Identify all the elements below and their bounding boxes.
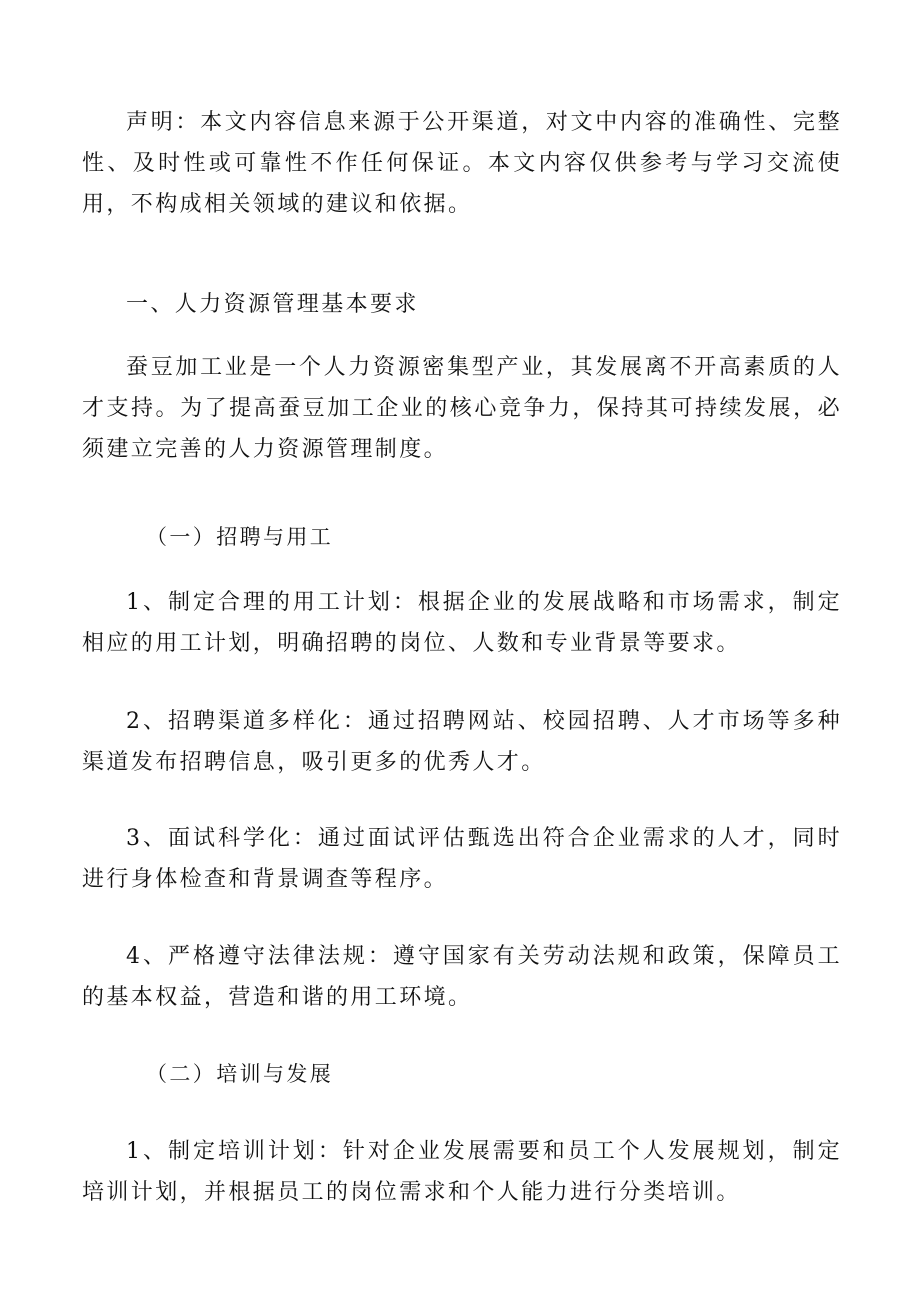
list-item-recruitment-4: 4、严格遵守法律法规：遵守国家有关劳动法规和政策，保障员工的基本权益，营造和谐的用工环境。 [82,944,842,1010]
section-heading-hr-basic-requirements: 一、人力资源管理基本要求 [126,292,419,317]
subsection-heading-training: （二）培训与发展 [146,1062,334,1086]
list-item-training-1: 1、制定培训计划：针对企业发展需要和员工个人发展规划，制定培训计划，并根据员工的岗位需求和个人能力进行分类培训。 [82,1139,842,1205]
list-item-recruitment-2: 2、招聘渠道多样化：通过招聘网站、校园招聘、人才市场等多种渠道发布招聘信息，吸引更多的优秀人才。 [82,709,842,775]
list-item-recruitment-1: 1、制定合理的用工计划：根据企业的发展战略和市场需求，制定相应的用工计划，明确招聘的岗位、人数和专业背景等要求。 [82,590,842,656]
subsection-heading-recruitment: （一）招聘与用工 [146,525,334,549]
disclaimer-paragraph: 声明：本文内容信息来源于公开渠道，对文中内容的准确性、完整性、及时性或可靠性不作任何保证。本文内容仅供参考与学习交流使用，不构成相关领域的建议和依据。 [82,110,842,217]
intro-paragraph: 蚕豆加工业是一个人力资源密集型产业，其发展离不开高素质的人才支持。为了提高蚕豆加工企业的核心竞争力，保持其可持续发展，必须建立完善的人力资源管理制度。 [82,355,842,462]
list-item-recruitment-3: 3、面试科学化：通过面试评估甄选出符合企业需求的人才，同时进行身体检查和背景调查等程序。 [82,826,842,892]
